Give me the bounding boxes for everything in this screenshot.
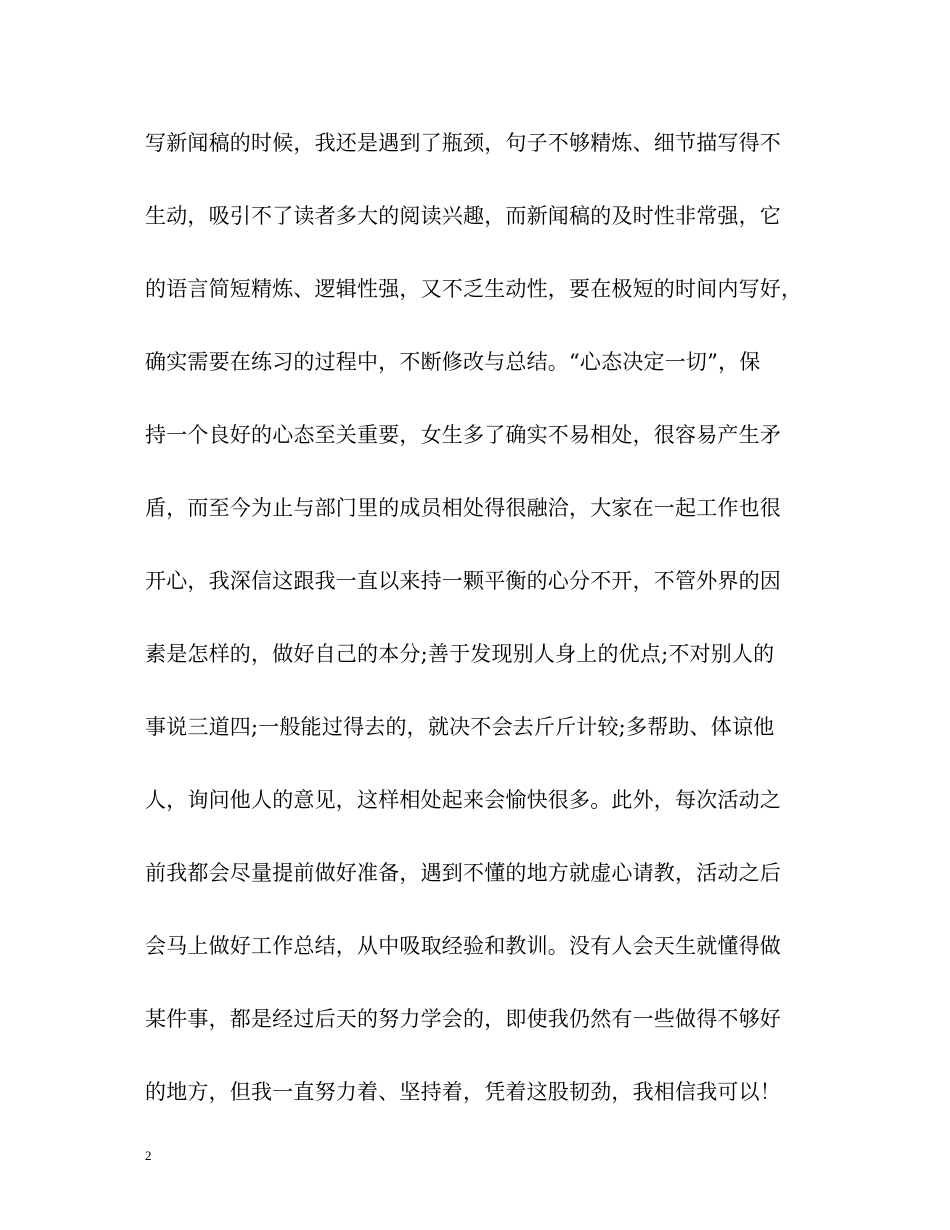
- page-number: 2: [145, 1148, 152, 1163]
- body-text-line: 写新闻稿的时候，我还是遇到了瓶颈，句子不够精炼、细节描写得不: [145, 131, 781, 155]
- body-text-line: 事说三道四;一般能过得去的，就决不会去斤斤计较;多帮助、体谅他: [145, 715, 775, 739]
- body-text-line: 素是怎样的，做好自己的本分;善于发现别人身上的优点;不对别人的: [145, 642, 775, 666]
- body-text-line: 前我都会尽量提前做好准备，遇到不懂的地方就虚心请教，活动之后: [145, 861, 781, 885]
- body-text-line: 会马上做好工作总结，从中吸取经验和教训。没有人会天生就懂得做: [145, 934, 781, 958]
- body-text-line: 人，询问他人的意见，这样相处起来会愉快很多。此外，每次活动之: [145, 788, 781, 812]
- body-text-line: 生动，吸引不了读者多大的阅读兴趣，而新闻稿的及时性非常强，它: [145, 204, 781, 228]
- body-text-line: 的地方，但我一直努力着、坚持着，凭着这股韧劲，我相信我可以！: [145, 1080, 781, 1104]
- body-text-line: 某件事，都是经过后天的努力学会的，即使我仍然有一些做得不够好: [145, 1007, 781, 1031]
- body-text-line: 开心，我深信这跟我一直以来持一颗平衡的心分不开，不管外界的因: [145, 569, 781, 593]
- body-text-line: 持一个良好的心态至关重要，女生多了确实不易相处，很容易产生矛: [145, 423, 781, 447]
- body-text-line: 盾，而至今为止与部门里的成员相处得很融洽，大家在一起工作也很: [145, 496, 781, 520]
- body-text-line: 确实需要在练习的过程中，不断修改与总结。“心态决定一切”，保: [145, 350, 761, 374]
- body-text-line: 的语言简短精炼、逻辑性强，又不乏生动性，要在极短的时间内写好，: [145, 277, 803, 301]
